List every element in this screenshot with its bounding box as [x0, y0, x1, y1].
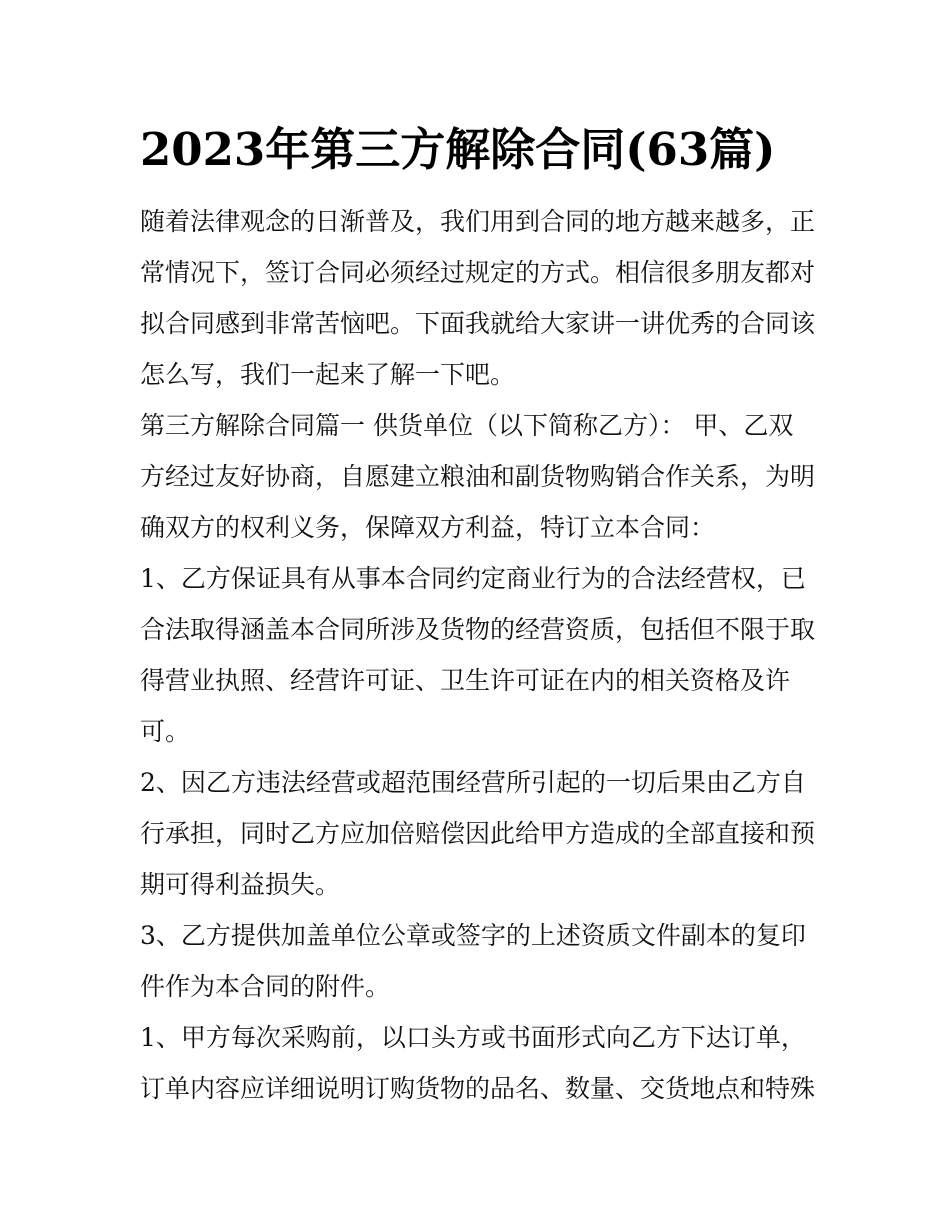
text-line: 随着法律观念的日渐普及，我们用到合同的地方越来越多，正	[140, 207, 816, 236]
text-line: 第三方解除合同篇一 供货单位（以下简称乙方）： 甲、乙双	[140, 411, 794, 440]
text-line: 方经过友好协商，自愿建立粮油和副货物购销合作关系，为明	[140, 462, 816, 491]
text-line: 怎么写，我们一起来了解一下吧。	[140, 360, 516, 389]
text-line: 拟合同感到非常苦恼吧。下面我就给大家讲一讲优秀的合同该	[140, 309, 816, 338]
document-title: 2023年第三方解除合同(63篇)	[140, 123, 776, 176]
text-line: 得营业执照、经营许可证、卫生许可证在内的相关资格及许	[140, 666, 791, 695]
text-line: 常情况下，签订合同必须经过规定的方式。相信很多朋友都对	[140, 258, 816, 287]
text-line: 件作为本合同的附件。	[140, 972, 391, 1001]
text-line: 订单内容应详细说明订购货物的品名、数量、交货地点和特殊	[140, 1074, 816, 1103]
text-line: 1、甲方每次采购前，以口头方或书面形式向乙方下达订单，	[140, 1023, 806, 1052]
text-line: 1、乙方保证具有从事本合同约定商业行为的合法经营权，已	[140, 564, 806, 593]
text-line: 3、乙方提供加盖单位公章或签字的上述资质文件副本的复印	[140, 921, 806, 950]
document-body	[140, 196, 820, 1114]
text-line: 确双方的权利义务，保障双方利益，特订立本合同：	[140, 513, 716, 542]
text-line: 可。	[140, 717, 191, 746]
text-line: 2、因乙方违法经营或超范围经营所引起的一切后果由乙方自	[140, 768, 806, 797]
text-line: 期可得利益损失。	[140, 870, 341, 899]
text-line: 合法取得涵盖本合同所涉及货物的经营资质，包括但不限于取	[140, 615, 816, 644]
text-line: 行承担，同时乙方应加倍赔偿因此给甲方造成的全部直接和预	[140, 819, 816, 848]
